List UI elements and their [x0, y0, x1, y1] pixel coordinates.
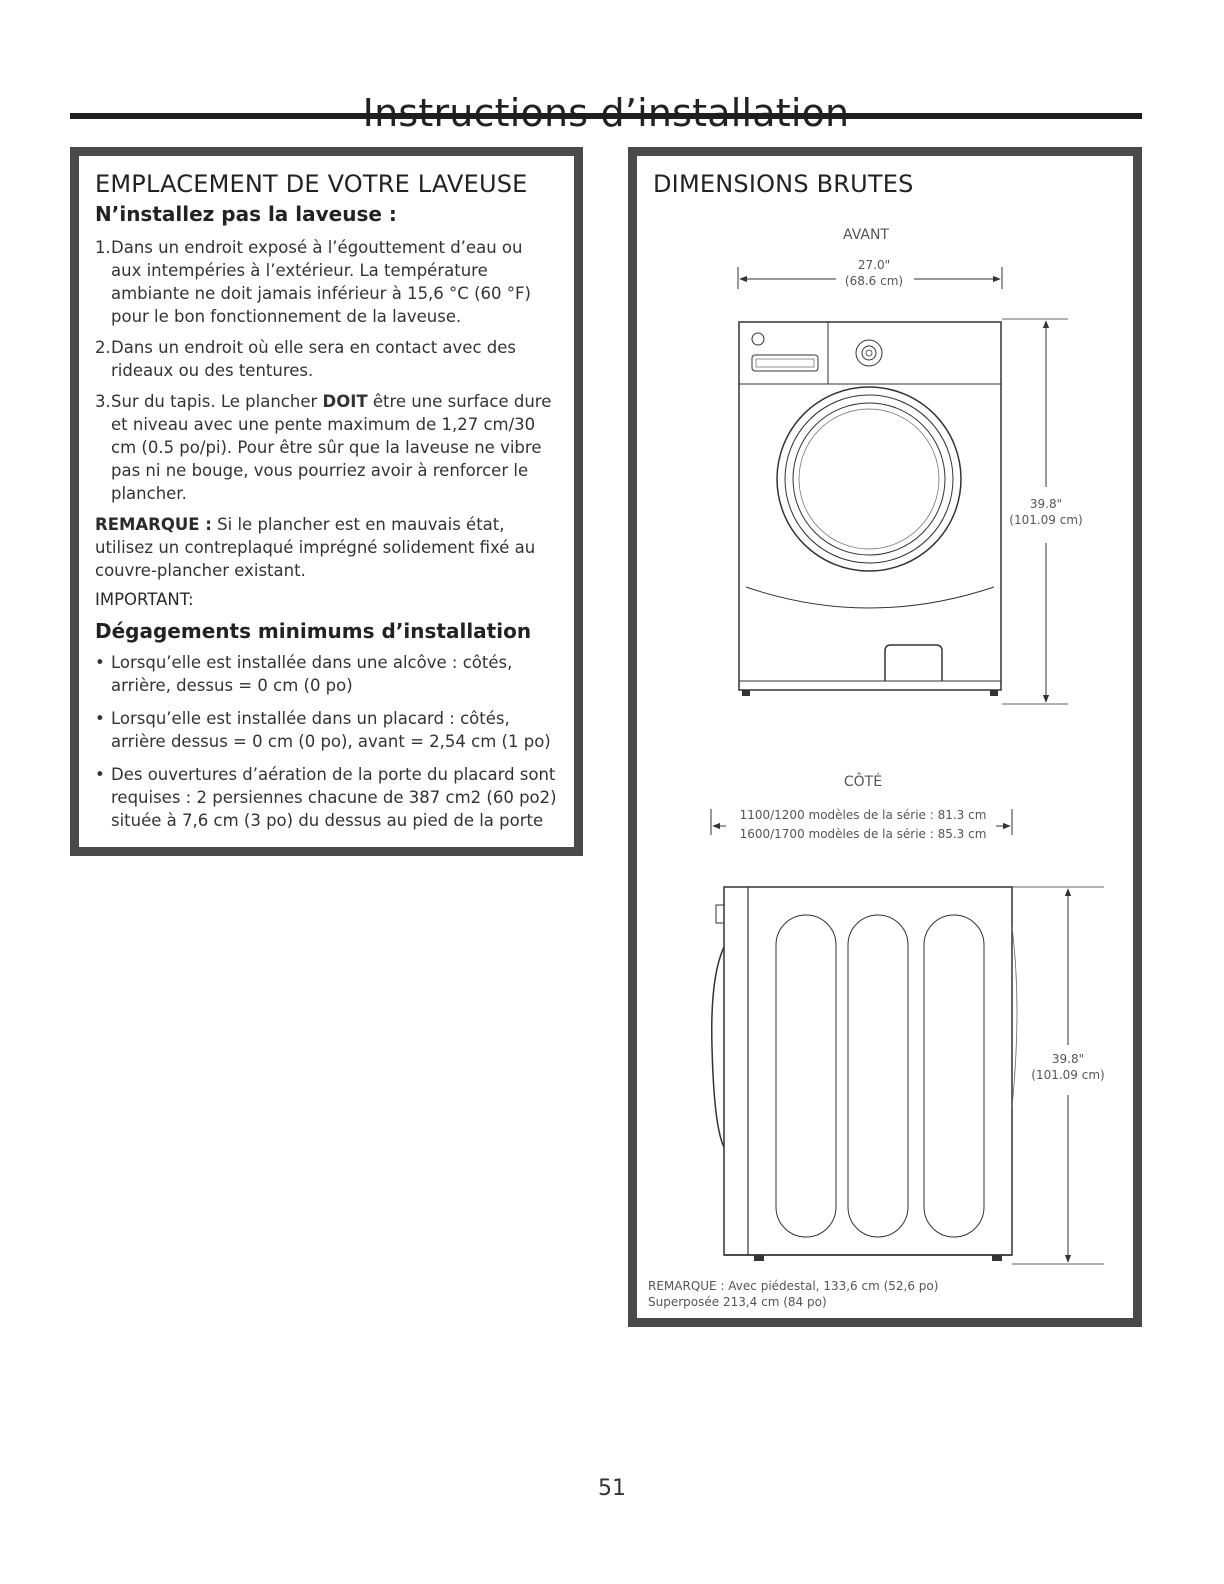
front-height-cm: (101.09 cm) [1009, 513, 1083, 527]
side-depth-series-1: 1100/1200 modèles de la série : 81.3 cm [739, 808, 987, 822]
item-number: 2. [95, 338, 111, 357]
important-label: IMPORTANT: [95, 590, 194, 609]
item-text: Dans un endroit exposé à l’égouttement d’eau ou aux intempéries à l’extérieur. La température ambiante ne doit jamais inférieur à 15,6 °C (60 °F) pour le bon fonctionnement de la laveuse. [111, 238, 531, 326]
item-text-after: être une surface dure et niveau avec une pente maximum de 1,27 cm/30 cm (0.5 po/pi). Pour être sûr que la laveuse ne vibre pas ni ne bouge, vous pourriez avoir à renforcer le plancher. [111, 392, 552, 503]
location-heading: EMPLACEMENT DE VOTRE LAVEUSE [95, 170, 528, 198]
side-depth-series-2: 1600/1700 modèles de la série : 85.3 cm [739, 827, 987, 841]
list-item: • Lorsqu’elle est installée dans une alcôve : côtés, arrière, dessus = 0 cm (0 po) [95, 651, 558, 697]
pedestal-note: REMARQUE : Avec piédestal, 133,6 cm (52,6 po) [648, 1279, 939, 1293]
front-view-label: AVANT [843, 227, 889, 243]
list-item: • Lorsqu’elle est installée dans un placard : côtés, arrière dessus = 0 cm (0 po), avant = 2,54 cm (1 po) [95, 707, 558, 753]
item-number: 1. [95, 238, 111, 257]
note-text: Si le plancher est en mauvais état, utilisez un contreplaqué imprégné solidement fixé au couvre-plancher existant. [95, 515, 536, 580]
item-text-before: Sur du tapis. Le plancher [111, 392, 323, 411]
page-number: 51 [598, 1476, 626, 1501]
clearance-list [95, 651, 558, 832]
stacked-note: Superposée 213,4 cm (84 po) [648, 1295, 827, 1309]
list-item [95, 336, 558, 382]
do-not-install-list [95, 236, 558, 505]
front-height-in: 39.8" [1029, 497, 1063, 511]
location-panel [70, 147, 583, 856]
list-item [95, 236, 558, 328]
do-not-install-heading: N’installez pas la laveuse : [95, 202, 397, 226]
side-height-cm: (101.09 cm) [1031, 1068, 1105, 1082]
title-rule [70, 113, 1142, 119]
item-text-bold: DOIT [322, 392, 368, 411]
side-view-label: CÔTÉ [843, 774, 883, 790]
washer-side-drawing [712, 887, 1017, 1261]
item-number: 3. [95, 392, 111, 411]
front-width-cm: (68.6 cm) [844, 274, 904, 288]
item-text: Dans un endroit où elle sera en contact avec des rideaux ou des tentures. [111, 338, 516, 380]
floor-note [95, 513, 558, 582]
list-item: • Des ouvertures d’aération de la porte du placard sont requises : 2 persiennes chacune de 387 cm2 (60 po2) située à 7,6 cm (3 po) du dessus au pied de la porte [95, 763, 558, 832]
front-width-in: 27.0" [857, 258, 891, 272]
side-height-in: 39.8" [1051, 1052, 1085, 1066]
dimensions-diagram [628, 147, 1142, 1327]
note-label: REMARQUE : [95, 515, 212, 534]
dimensions-heading: DIMENSIONS BRUTES [653, 170, 914, 198]
clearance-heading: Dégagements minimums d’installation [95, 619, 532, 643]
washer-front-drawing [739, 322, 1001, 696]
list-item [95, 390, 558, 505]
